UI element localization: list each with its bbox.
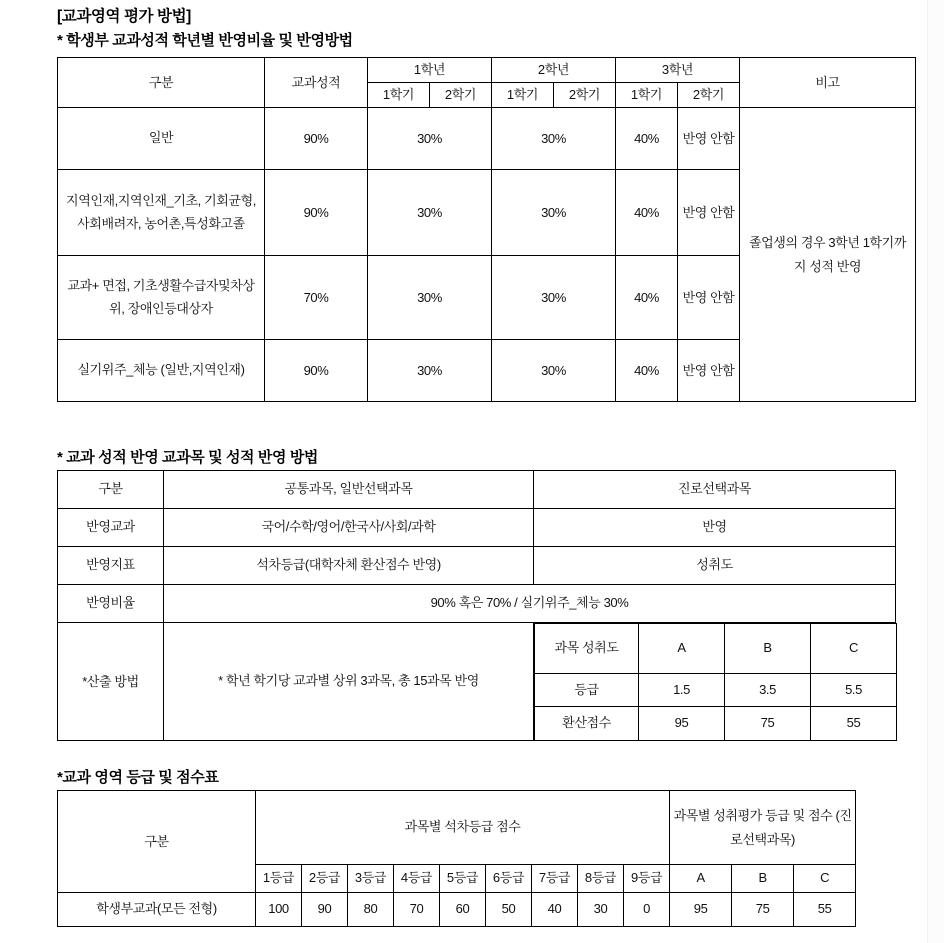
- subtable-row-converted-score: [535, 707, 897, 740]
- cell-year-3-sem-1: 40%: [616, 170, 678, 256]
- grade-score-conversion-table: [57, 790, 856, 927]
- table-row: [58, 108, 916, 170]
- cell-score-a: 95: [639, 707, 725, 740]
- cell-rank-9-score: 0: [624, 893, 670, 927]
- header-rank-6: 6등급: [486, 865, 532, 893]
- row-label-calculation-method: *산출 방법: [58, 623, 164, 741]
- cell-career-subjects: 반영: [534, 509, 896, 547]
- subtable-header-row: [535, 624, 897, 674]
- header-y2-sem1: 1학기: [492, 83, 554, 108]
- header-subject-grade: 교과성적: [265, 58, 368, 108]
- cell-year-3-sem-1: 40%: [616, 340, 678, 402]
- cell-year-2: 30%: [492, 108, 616, 170]
- cell-common-index: 석차등급(대학자체 환산점수 반영): [164, 547, 534, 585]
- header-y1-sem1: 1학기: [368, 83, 430, 108]
- cell-grade-b: 3.5: [725, 673, 811, 706]
- cell-year-2: 30%: [492, 340, 616, 402]
- header-year-1: 1학년: [368, 58, 492, 83]
- cell-subject-grade: 90%: [265, 340, 368, 402]
- cell-achievement-b-score: 75: [732, 893, 794, 927]
- header-rank-1: 1등급: [256, 865, 302, 893]
- header-rank-8: 8등급: [578, 865, 624, 893]
- subject-reflection-method-table: [57, 470, 896, 741]
- header-y3-sem2: 2학기: [678, 83, 740, 108]
- header-division: 구분: [58, 58, 265, 108]
- header-achievement-b: B: [732, 865, 794, 893]
- header-remarks: 비고: [740, 58, 916, 108]
- row-label-reflected-subjects: 반영교과: [58, 509, 164, 547]
- cell-year-1: 30%: [368, 340, 492, 402]
- cell-common-subjects: 국어/수학/영어/한국사/사회/과학: [164, 509, 534, 547]
- cell-year-3-sem-2: 반영 안함: [678, 256, 740, 340]
- header-year-2: 2학년: [492, 58, 616, 83]
- cell-achievement-a-score: 95: [670, 893, 732, 927]
- cell-rank-5-score: 60: [440, 893, 486, 927]
- header-career-elective-subjects: 진로선택과목: [534, 471, 896, 509]
- table-row: [58, 585, 896, 623]
- table-header-row: [58, 471, 896, 509]
- cell-year-3-sem-2: 반영 안함: [678, 340, 740, 402]
- row-label: 지역인재,지역인재_기초, 기회균형,사회배려자, 농어촌,특성화고졸: [58, 170, 265, 256]
- cell-year-1: 30%: [368, 170, 492, 256]
- cell-rank-3-score: 80: [348, 893, 394, 927]
- cell-year-3-sem-2: 반영 안함: [678, 170, 740, 256]
- cell-year-3-sem-1: 40%: [616, 256, 678, 340]
- cell-subject-grade: 90%: [265, 170, 368, 256]
- header-year-3: 3학년: [616, 58, 740, 83]
- header-division: 구분: [58, 471, 164, 509]
- row-label: 일반: [58, 108, 265, 170]
- header-rank-grade-scores: 과목별 석차등급 점수: [256, 791, 670, 865]
- header-y1-sem2: 2학기: [430, 83, 492, 108]
- header-achievement-a: A: [670, 865, 732, 893]
- cell-calculation-note: * 학년 학기당 교과별 상위 3과목, 총 15과목 반영: [164, 623, 534, 741]
- header-achievement-grade-scores: 과목별 성취평가 등급 및 점수 (진로선택과목): [670, 791, 856, 865]
- cell-remarks: 졸업생의 경우 3학년 1학기까지 성적 반영: [740, 108, 916, 402]
- cell-rank-7-score: 40: [532, 893, 578, 927]
- row-label: 실기위주_체능 (일반,지역인재): [58, 340, 265, 402]
- cell-rank-4-score: 70: [394, 893, 440, 927]
- header-y3-sem1: 1학기: [616, 83, 678, 108]
- page-title: [교과영역 평가 방법]: [57, 8, 191, 25]
- subheader-subject-achievement: 과목 성취도: [535, 624, 639, 674]
- section-3-heading: *교과 영역 등급 및 점수표: [57, 769, 219, 786]
- subheader-grade-c: C: [811, 624, 897, 674]
- header-rank-7: 7등급: [532, 865, 578, 893]
- row-label-student-record: 학생부교과(모든 전형): [58, 893, 256, 927]
- cell-year-2: 30%: [492, 256, 616, 340]
- grade-reflection-ratio-table: [57, 57, 916, 402]
- cell-rank-1-score: 100: [256, 893, 302, 927]
- table-row: [58, 547, 896, 585]
- row-label: 교과+ 면접, 기초생활수급자및차상위, 장애인등대상자: [58, 256, 265, 340]
- header-rank-5: 5등급: [440, 865, 486, 893]
- row-label-reflection-ratio: 반영비율: [58, 585, 164, 623]
- cell-rank-6-score: 50: [486, 893, 532, 927]
- cell-year-3-sem-2: 반영 안함: [678, 108, 740, 170]
- cell-subject-grade: 70%: [265, 256, 368, 340]
- table-row: [58, 509, 896, 547]
- header-rank-3: 3등급: [348, 865, 394, 893]
- cell-career-index: 성취도: [534, 547, 896, 585]
- cell-rank-2-score: 90: [302, 893, 348, 927]
- header-y2-sem2: 2학기: [554, 83, 616, 108]
- cell-achievement-c-score: 55: [794, 893, 856, 927]
- header-common-general-subjects: 공통과목, 일반선택과목: [164, 471, 534, 509]
- cell-grade-c: 5.5: [811, 673, 897, 706]
- section-1-heading: * 학생부 교과성적 학년별 반영비율 및 반영방법: [57, 32, 353, 49]
- cell-year-1: 30%: [368, 108, 492, 170]
- achievement-conversion-subtable-container: [534, 623, 896, 741]
- subrow-label-grade: 등급: [535, 673, 639, 706]
- subtable-row-grade: [535, 673, 897, 706]
- subrow-label-converted-score: 환산점수: [535, 707, 639, 740]
- cell-subject-grade: 90%: [265, 108, 368, 170]
- header-achievement-c: C: [794, 865, 856, 893]
- subheader-grade-b: B: [725, 624, 811, 674]
- table-header-row: [58, 791, 856, 865]
- row-label-reflection-index: 반영지표: [58, 547, 164, 585]
- table-header-row: [58, 58, 916, 83]
- cell-score-c: 55: [811, 707, 897, 740]
- cell-rank-8-score: 30: [578, 893, 624, 927]
- header-rank-9: 9등급: [624, 865, 670, 893]
- header-division: 구분: [58, 791, 256, 893]
- cell-grade-a: 1.5: [639, 673, 725, 706]
- cell-reflection-ratio-value: 90% 혹은 70% / 실기위주_체능 30%: [164, 585, 896, 623]
- cell-year-1: 30%: [368, 256, 492, 340]
- achievement-conversion-table: [534, 623, 897, 741]
- table-row-calculation: [58, 623, 896, 741]
- header-rank-4: 4등급: [394, 865, 440, 893]
- section-2-heading: * 교과 성적 반영 교과목 및 성적 반영 방법: [57, 449, 319, 466]
- table-row: [58, 893, 856, 927]
- cell-score-b: 75: [725, 707, 811, 740]
- header-rank-2: 2등급: [302, 865, 348, 893]
- cell-year-2: 30%: [492, 170, 616, 256]
- cell-year-3-sem-1: 40%: [616, 108, 678, 170]
- subheader-grade-a: A: [639, 624, 725, 674]
